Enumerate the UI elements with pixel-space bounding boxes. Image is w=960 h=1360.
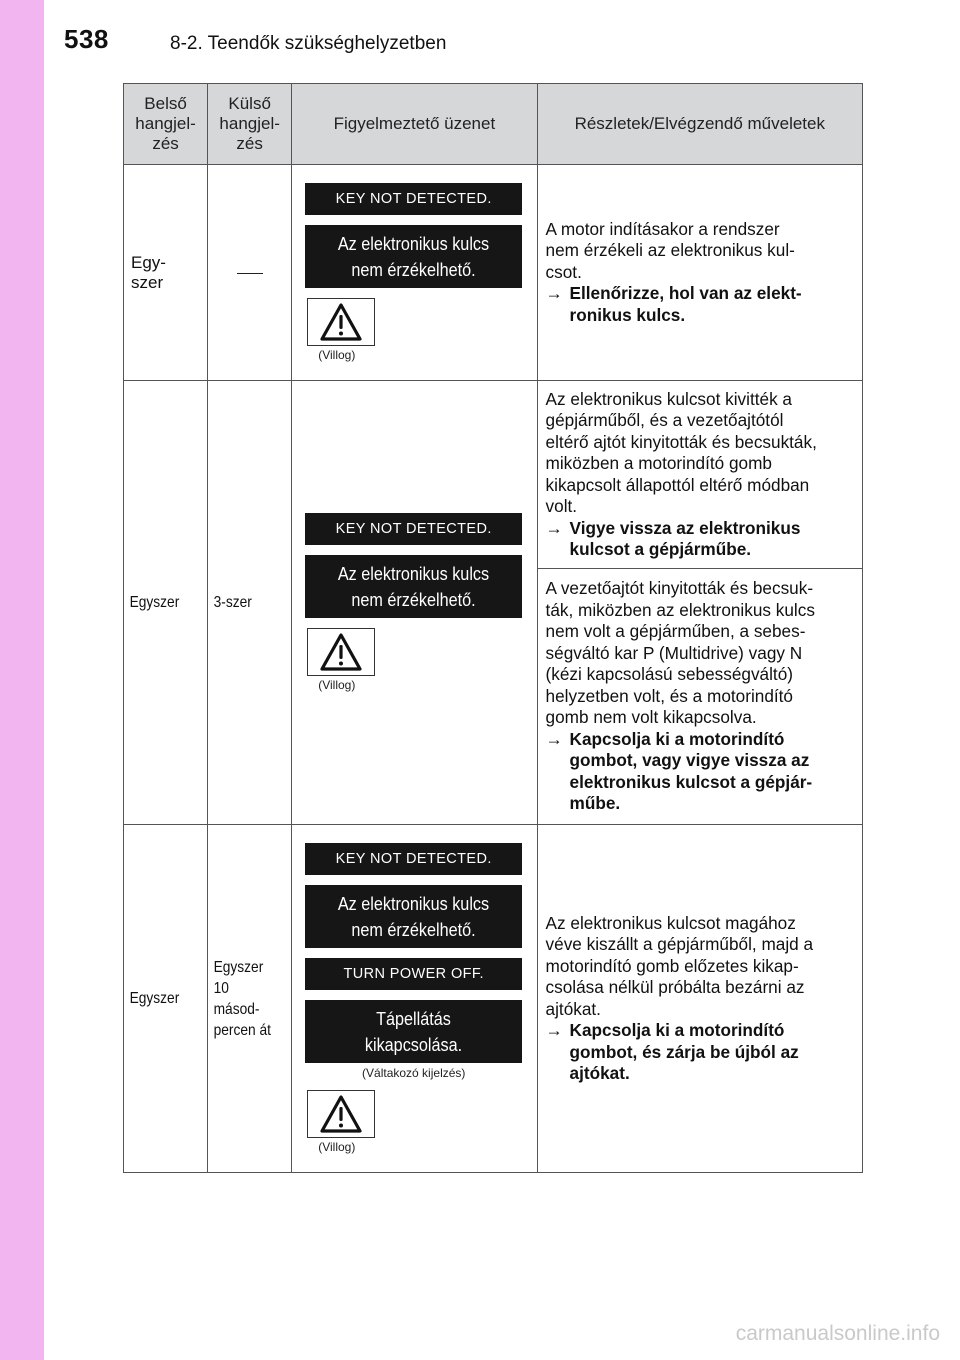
cell-external-buzzer: Egyszer 10 másod- percen át [208,825,280,1173]
cell-internal-buzzer: Egyszer [124,381,196,825]
blink-caption: (Villog) [318,678,356,692]
display-message-hu-2: Tápellátás kikapcsolása. [305,1000,522,1063]
cell-details [537,569,862,825]
alternating-caption: (Váltakozó kijelzés) [362,1066,466,1080]
watermark: carmanualsonline.info [735,1322,940,1345]
arrow-right-icon: → [545,283,563,304]
display-message-en: KEY NOT DETECTED. [305,513,522,545]
detail-text: Az elektronikus kulcsot magához véve kiszállt a gépjárműből, majd a motorindító gomb előzetes kikap- csolása nélkül próbálta bezárni az ajtókat. [545,912,814,1019]
arrow-right-icon: → [545,728,563,749]
cell-warning-message [292,825,537,1173]
display-message-en: KEY NOT DETECTED. [305,843,522,875]
display-message-hu: Az elektronikus kulcs nem érzékelhető. [305,555,522,618]
arrow-right-icon: → [545,1020,563,1040]
detail-action: → Vigye vissza az elektronikus kulcsot a gépjárműbe. [545,517,801,559]
cell-internal-buzzer: Egyszer [124,825,196,1173]
display-message-en: KEY NOT DETECTED. [305,183,522,215]
cell-details [537,165,862,381]
blink-caption: (Villog) [318,348,356,362]
header-warning-message: Figyelmeztető üzenet [292,84,537,165]
table-row [124,381,863,569]
page-number: 538 [64,24,109,54]
cell-details [537,825,862,1173]
table-row [124,165,863,381]
detail-text: Az elektronikus kulcsot kivitték a gépjárműből, és a vezetőajtótól eltérő ajtót kinyitották és becsukták, miközben a motorindító gomb kikapcsolt állapottól eltérő módban volt. [545,388,817,516]
detail-action: → Ellenőrizze, hol van az elekt- ronikus kulcs. [545,283,802,325]
warning-triangle-icon [307,1090,375,1138]
detail-text: A motor indításakor a rendszer nem érzékeli az elektronikus kul- csot. [545,218,795,282]
cell-details [537,381,862,569]
side-tab-strip [0,0,44,1360]
cell-internal-buzzer: Egy- szer [124,165,208,381]
display-message-en-2: TURN POWER OFF. [305,958,522,990]
cell-external-buzzer: 3-szer [208,381,280,825]
table-header-row [124,84,863,165]
cell-warning-message [292,165,537,381]
detail-text: A vezetőajtót kinyitották és becsuk- ták, miközben az elektronikus kulcs nem volt a gépjárműben, a sebes- ségváltó kar P (Multidrive) vagy N (kézi kapcsolású sebességváltó) helyzetben volt, és a motorindító gomb nem volt kikapcsolva. [545,578,815,728]
header-internal-buzzer: Belső hangjel- zés [124,84,208,165]
warning-triangle-icon [307,298,375,346]
table-row [124,825,863,1173]
detail-action: → Kapcsolja ki a motorindító gombot, vagy vigye vissza az elektronikus kulcsot a gépjár- műbe. [545,728,813,814]
header-details: Részletek/Elvégzendő műveletek [537,84,862,165]
display-message-hu: Az elektronikus kulcs nem érzékelhető. [305,885,522,948]
cell-external-buzzer [208,165,292,381]
cell-warning-message [292,381,537,825]
display-message-hu: Az elektronikus kulcs nem érzékelhető. [305,225,522,288]
none-dash [237,273,263,274]
arrow-right-icon: → [545,517,563,538]
header-external-buzzer: Külső hangjel- zés [208,84,292,165]
detail-action: → Kapcsolja ki a motorindító gombot, és zárja be újból az ajtókat. [545,1020,799,1083]
warning-table [123,83,863,1173]
section-title: 8-2. Teendők szükséghelyzetben [170,33,447,54]
warning-triangle-icon [307,628,375,676]
blink-caption: (Villog) [318,1140,356,1154]
